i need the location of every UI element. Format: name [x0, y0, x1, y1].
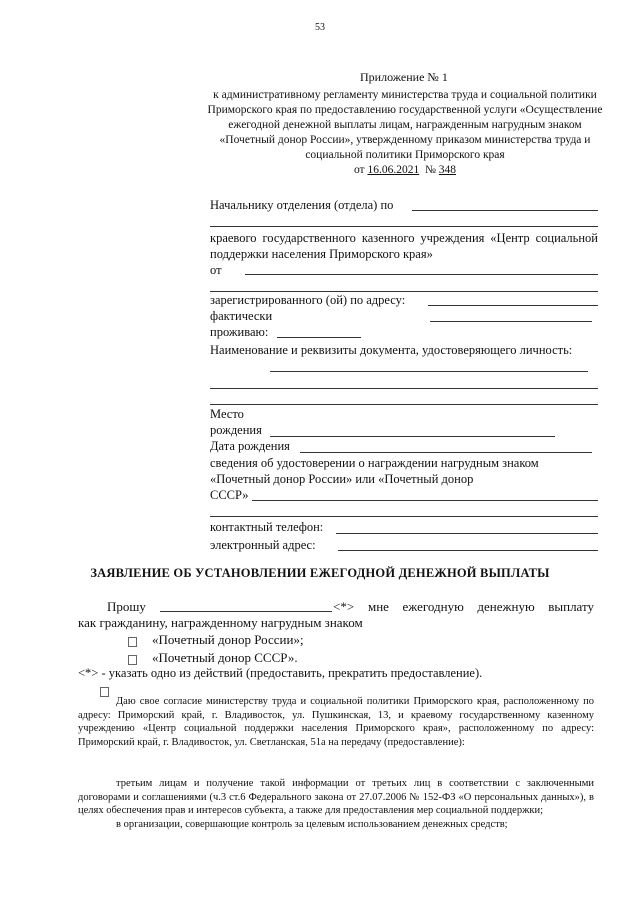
document-line-2[interactable]	[210, 388, 598, 389]
award-info-3: СССР»	[210, 488, 249, 502]
number-prefix: №	[424, 164, 436, 176]
registered-address-line[interactable]	[428, 305, 598, 306]
recipient-head: Начальнику отделения (отдела) по	[210, 198, 394, 212]
approval-number: 348	[438, 164, 457, 176]
living-address-line[interactable]	[277, 337, 361, 338]
consent-paragraph-1: Даю свое согласие министерству труда и социальной политики Приморского края, расположенному по адресу: Приморский край, г. Владивосток, ул. Пушкинская, 13, и краевому государственному казенному учреждению «Центр социальной поддержки населения Приморского края», расположенному по адресу: Приморский край, г. Владивосток, ул. Светланская, 51а на передачу (предоставление):	[78, 696, 594, 748]
from-name-line[interactable]	[245, 274, 598, 275]
department-line-2[interactable]	[210, 226, 598, 227]
document-line-3[interactable]	[210, 404, 598, 405]
award-info-line[interactable]	[252, 500, 598, 501]
birthplace-label-2: рождения	[210, 423, 262, 437]
phone-label: контактный телефон:	[210, 520, 324, 534]
request-action-line[interactable]	[160, 611, 332, 612]
page-number: 53	[315, 22, 325, 33]
birthdate-label: Дата рождения	[210, 439, 290, 453]
appendix-text: к административному регламенту министерства труда и социальной политики Приморского края по предоставлению государственной услуги «Осуществление ежегодной денежной выплаты лицам, награжденным нагрудным знаком «Почетный донор России», утвержденному приказом министерства труда и социальной политики Приморского края	[207, 89, 603, 161]
form-title: ЗАЯВЛЕНИЕ ОБ УСТАНОВЛЕНИИ ЕЖЕГОДНОЙ ДЕНЕЖНОЙ ВЫПЛАТЫ	[90, 566, 550, 580]
birthdate-line[interactable]	[300, 452, 592, 453]
institution-name: краевого государственного казенного учреждения «Центр социальной поддержки населения Приморского края»	[210, 231, 598, 261]
request-line-2: как гражданину, награжденному нагрудным знаком	[78, 615, 363, 630]
document-line[interactable]	[270, 371, 588, 372]
option-russia-label: «Почетный донор России»;	[152, 632, 304, 647]
birthplace-line[interactable]	[270, 436, 555, 437]
email-label: электронный адрес:	[210, 538, 316, 552]
from-label: от	[210, 263, 222, 277]
consent-paragraph-3: в организации, совершающие контроль за целевым использованием денежных средств;	[116, 819, 508, 830]
appendix-text-block	[205, 88, 605, 178]
department-line[interactable]	[412, 210, 598, 211]
option-ussr-label: «Почетный донор СССР».	[152, 650, 298, 665]
birthplace-label-1: Место	[210, 407, 244, 421]
registered-label: зарегистрированного (ой) по адресу:	[210, 293, 406, 307]
consent-paragraph-2: третьим лицам и получение такой информации от третьих лиц в соответствии с заключенными договорами и соглашениями (ч.3 ст.6 Федерального закона от 27.07.2006 № 152-ФЗ «О персональных данных»), в целях обеспечения прав и интересов субъекта, а также для предоставления мер социальной поддержки;	[78, 778, 594, 816]
actually-label: фактически	[210, 309, 273, 323]
living-label: проживаю:	[210, 325, 269, 339]
date-prefix: от	[353, 164, 365, 176]
award-info-1: сведения об удостоверении о награждении нагрудным знаком	[210, 456, 539, 470]
request-suffix: мне ежегодную денежную выплату	[368, 599, 594, 614]
approval-date: 16.06.2021	[367, 164, 420, 176]
document-label: Наименование и реквизиты документа, удостоверяющего личность:	[210, 343, 573, 357]
option-russia-checkbox[interactable]	[128, 633, 137, 651]
actual-address-line[interactable]	[430, 321, 592, 322]
appendix-title: Приложение № 1	[360, 70, 448, 84]
award-info-2: «Почетный донор России» или «Почетный донор	[210, 472, 474, 486]
request-marker: <*>	[333, 599, 355, 614]
appendix-date-line	[205, 163, 605, 178]
award-info-line-2[interactable]	[210, 516, 598, 517]
request-footnote: <*> - указать одно из действий (предоставить, прекратить предоставление).	[78, 666, 483, 680]
request-prefix: Прошу	[107, 599, 146, 614]
email-line[interactable]	[338, 550, 598, 551]
phone-line[interactable]	[336, 533, 598, 534]
